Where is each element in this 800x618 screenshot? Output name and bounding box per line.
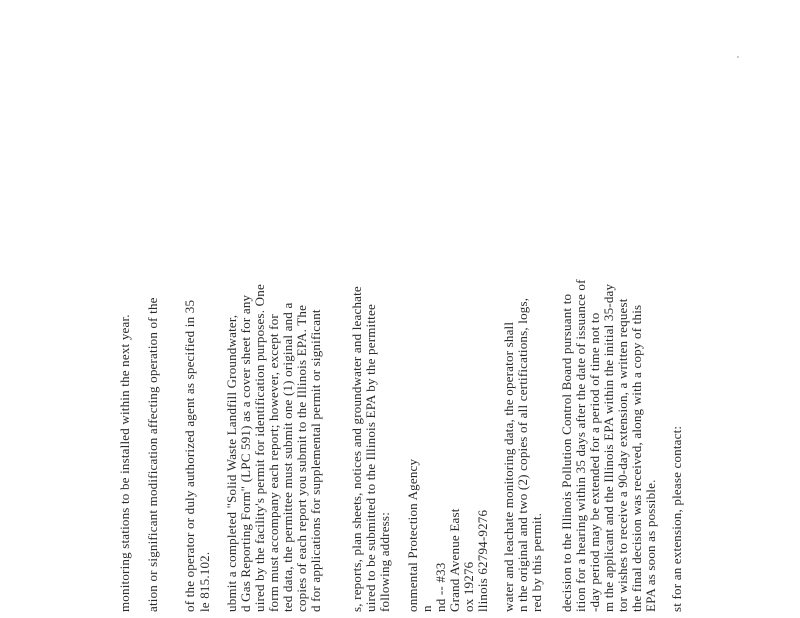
- doc-line: decision to the Illinois Pollution Control Board pursuant to: [559, 293, 574, 612]
- doc-line: st for an extension, please contact:: [669, 425, 684, 612]
- doc-line: onmental Protection Agency: [405, 458, 420, 612]
- doc-line: monitoring stations to be installed within the next year.: [117, 314, 132, 612]
- doc-line: form must accompany each report; however, except for: [266, 314, 281, 612]
- doc-line: water and leachate monitoring data, the operator shall: [501, 321, 516, 612]
- doc-line: EPA as soon as possible.: [643, 479, 658, 612]
- doc-line: -day period may be extended for a period of time not to: [587, 312, 602, 612]
- doc-line: m the applicant and the Illinois EPA within the initial 35-day: [601, 283, 616, 612]
- doc-line: uired to be submitted to the Illinois EPA by the permittee: [363, 304, 378, 612]
- doc-line: d for applications for supplemental permit or significant: [308, 309, 323, 612]
- doc-line: llinois 62794-9276: [475, 509, 490, 612]
- doc-line: n: [419, 605, 434, 612]
- doc-line: ition for a hearing within 35 days after the date of issuance of: [573, 279, 588, 612]
- doc-line: d Gas Reporting Form" (LPC 591) as a cover sheet for any: [238, 294, 253, 612]
- doc-line: red by this permit.: [529, 512, 544, 612]
- doc-line: tor wishes to receive a 90-day extension, a written request: [615, 298, 630, 612]
- scan-speck: [737, 56, 739, 58]
- doc-line: ubmit a completed "Solid Waste Landfill Groundwater,: [224, 314, 239, 612]
- doc-line: Grand Avenue East: [447, 508, 462, 612]
- doc-line: following address:: [377, 511, 392, 612]
- doc-line: ox 19276: [461, 561, 476, 612]
- doc-line: nd -- #33: [433, 562, 448, 612]
- doc-line: ted data, the permittee must submit one (1) original and a: [280, 302, 295, 612]
- doc-line: n the original and two (2) copies of all certifications, logs,: [515, 297, 530, 612]
- doc-line: uired by the facility's permit for identification purposes. One: [252, 284, 267, 612]
- doc-line: s, reports, plan sheets, notices and groundwater and leachate: [349, 286, 364, 612]
- doc-line: the final decision was received, along with a copy of this: [629, 304, 644, 612]
- doc-line: copies of each report you submit to the Illinois EPA. The: [294, 304, 309, 612]
- doc-line: le 815.102.: [197, 551, 212, 612]
- doc-line: of the operator or duly authorized agent as specified in 35: [182, 299, 197, 612]
- doc-line: ation or significant modification affecting operation of the: [145, 297, 160, 612]
